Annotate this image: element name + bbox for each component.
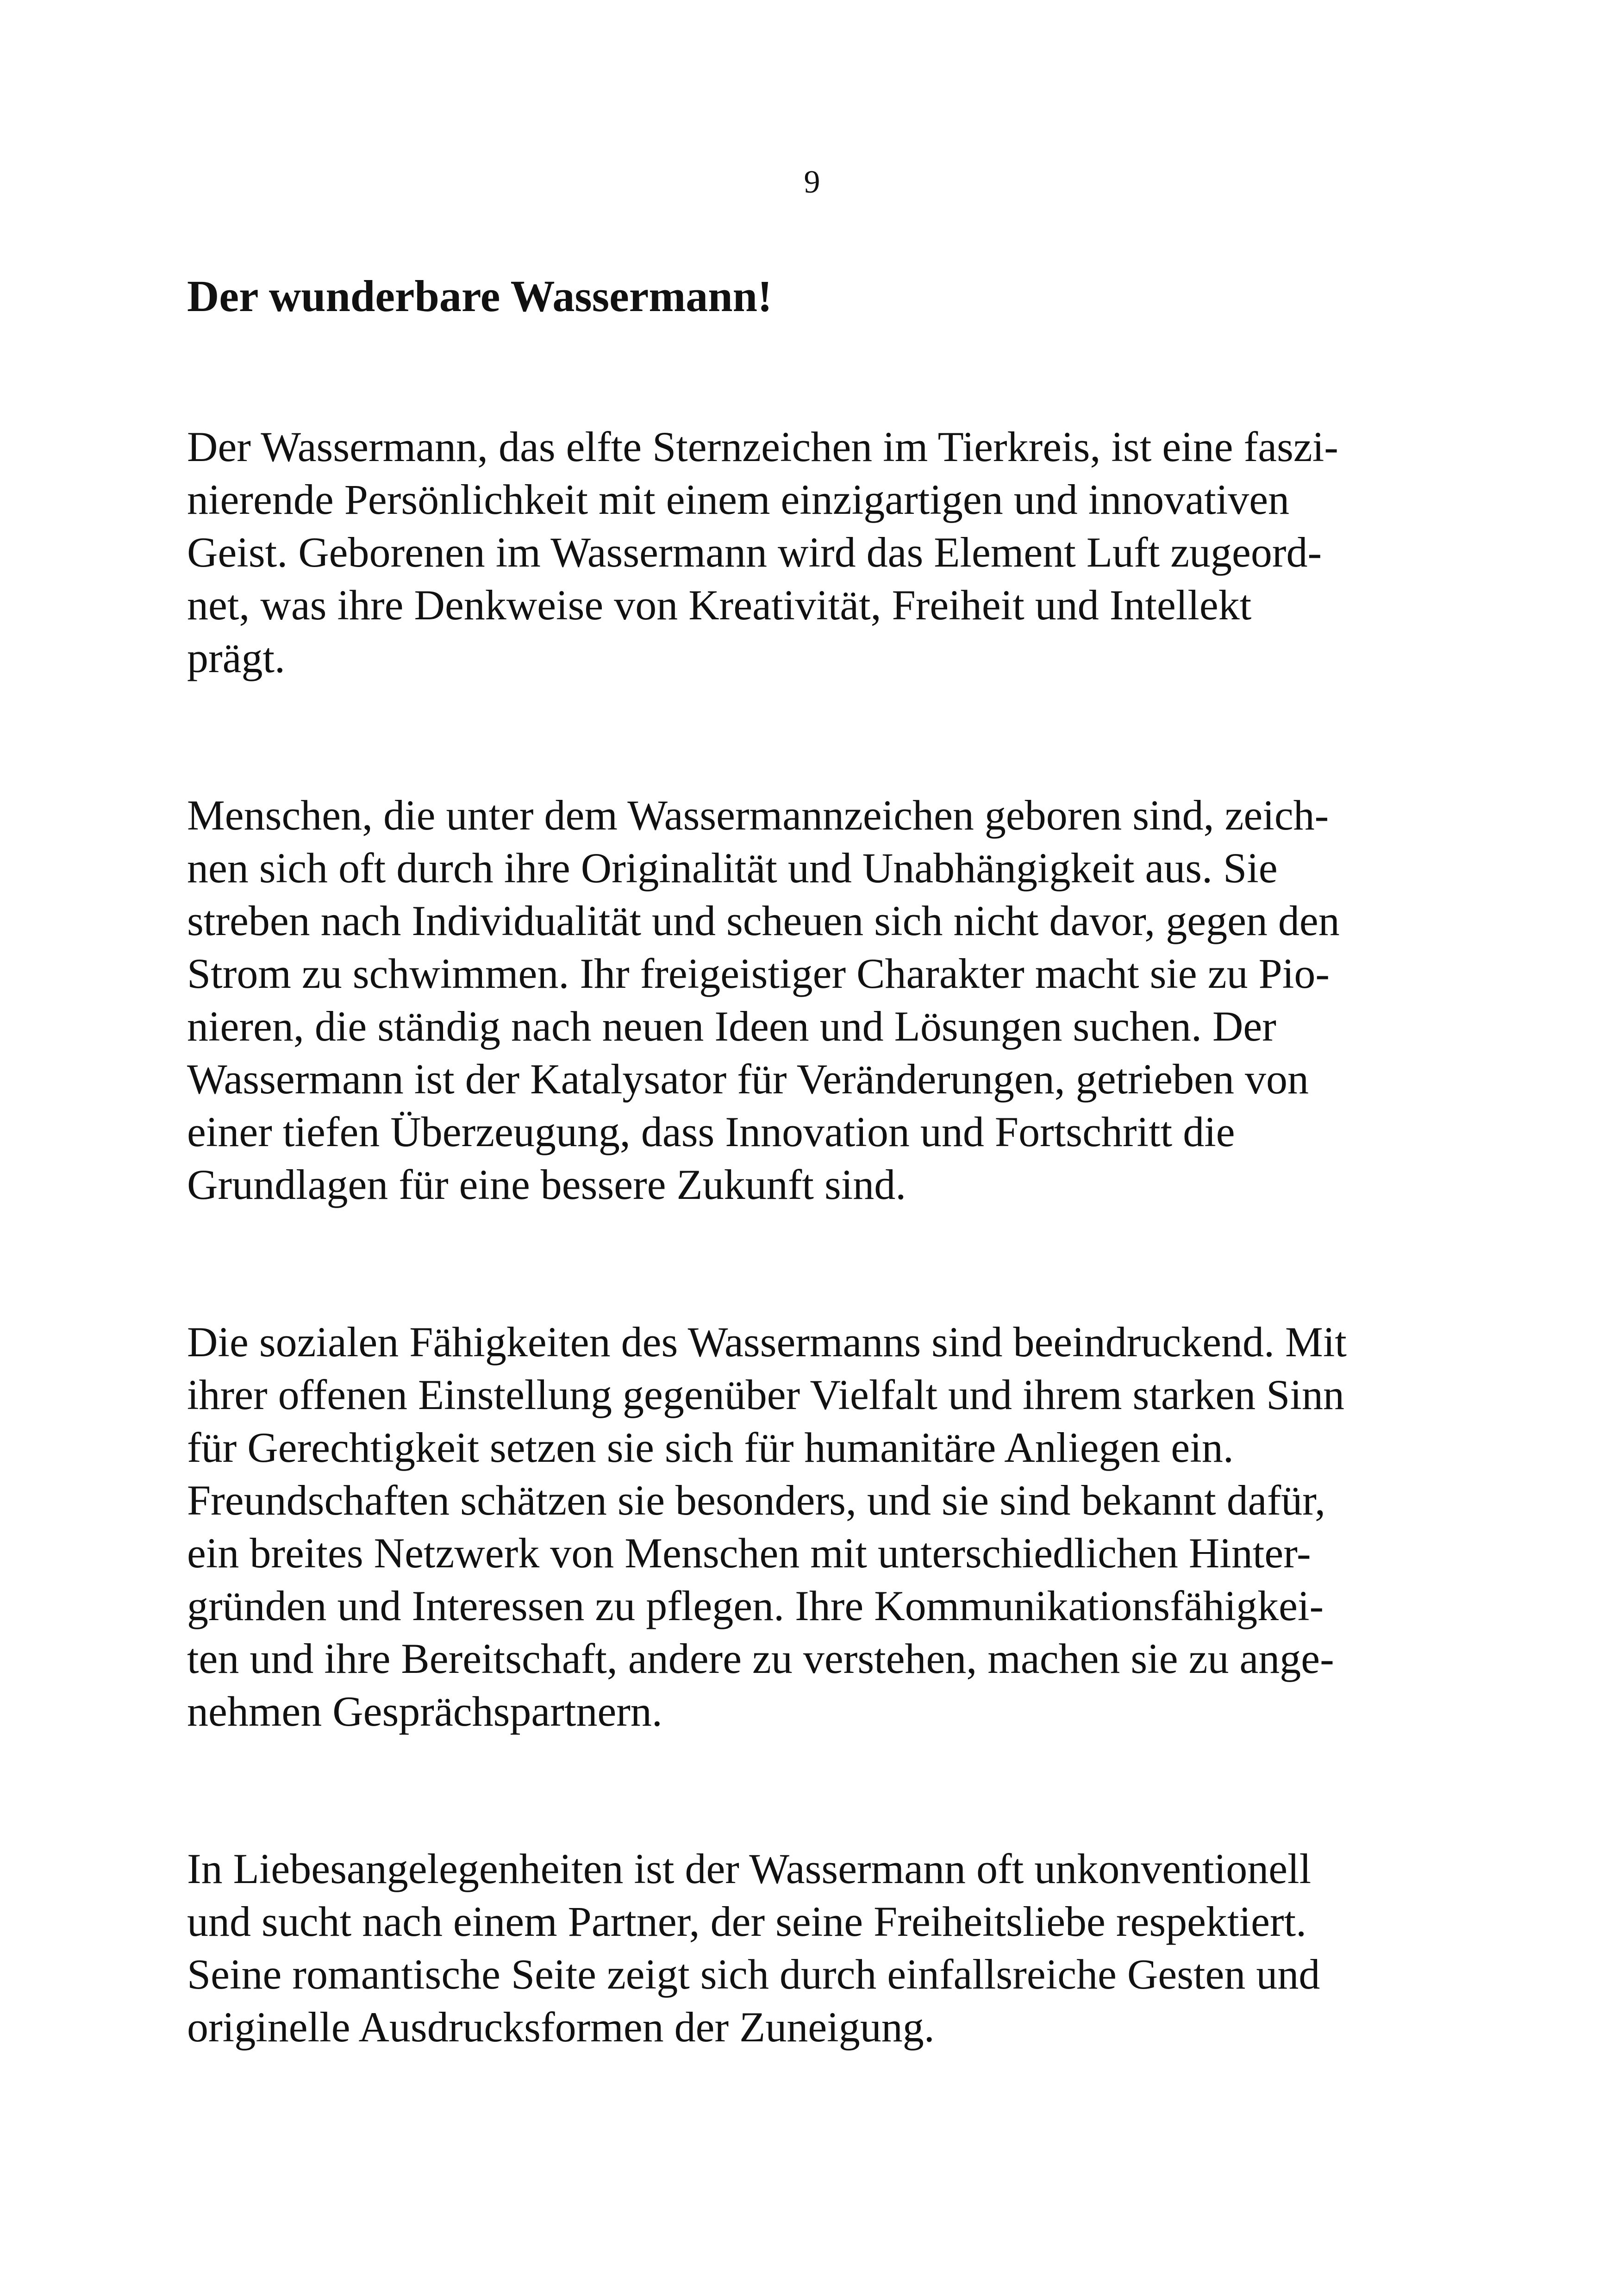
- body-text: [187, 420, 1465, 2053]
- page-number: 9: [804, 164, 820, 200]
- paragraph: [187, 1842, 1465, 2053]
- paragraph: [187, 1316, 1465, 1738]
- text-line: gründen und Interessen zu pflegen. Ihre Kommunikationsfähigkei-: [187, 1582, 1324, 1629]
- text-line: nieren, die ständig nach neuen Ideen und Lösungen suchen. Der: [187, 1003, 1276, 1050]
- text-line: ein breites Netzwerk von Menschen mit unterschiedlichen Hinter-: [187, 1529, 1311, 1577]
- chapter-title: Der wunderbare Wassermann!: [187, 271, 773, 321]
- text-line: Wassermann ist der Katalysator für Veränderungen, getrieben von: [187, 1055, 1309, 1103]
- text-line: nen sich oft durch ihre Originalität und Unabhängigkeit aus. Sie: [187, 844, 1278, 892]
- page-content: [187, 268, 1465, 2158]
- text-line: Menschen, die unter dem Wassermannzeichen geboren sind, zeich-: [187, 792, 1329, 839]
- text-line: prägt.: [187, 634, 286, 681]
- text-line: Strom zu schwimmen. Ihr freigeistiger Charakter macht sie zu Pio-: [187, 950, 1330, 997]
- text-line: nehmen Gesprächspartnern.: [187, 1688, 662, 1735]
- text-line: Die sozialen Fähigkeiten des Wassermanns sind beeindruckend. Mit: [187, 1318, 1347, 1366]
- text-line: Geist. Geborenen im Wassermann wird das Element Luft zugeord-: [187, 529, 1322, 576]
- paragraph: [187, 420, 1465, 684]
- paragraph: [187, 789, 1465, 1211]
- text-line: Seine romantische Seite zeigt sich durch einfallsreiche Gesten und: [187, 1951, 1320, 1998]
- text-line: streben nach Individualität und scheuen sich nicht davor, gegen den: [187, 897, 1340, 944]
- text-line: Der Wassermann, das elfte Sternzeichen im Tierkreis, ist eine faszi-: [187, 423, 1338, 470]
- text-line: ihrer offenen Einstellung gegenüber Vielfalt und ihrem starken Sinn: [187, 1371, 1344, 1418]
- text-line: In Liebesangelegenheiten ist der Wassermann oft unkonventionell: [187, 1845, 1312, 1892]
- text-line: Grundlagen für eine bessere Zukunft sind.: [187, 1161, 906, 1208]
- text-line: Freundschaften schätzen sie besonders, und sie sind bekannt dafür,: [187, 1477, 1326, 1524]
- text-line: und sucht nach einem Partner, der seine Freiheitsliebe respektiert.: [187, 1898, 1307, 1945]
- text-line: originelle Ausdrucksformen der Zuneigung.: [187, 2003, 935, 2051]
- text-line: net, was ihre Denkweise von Kreativität, Freiheit und Intellekt: [187, 581, 1252, 629]
- text-line: nierende Persönlichkeit mit einem einzigartigen und innovativen: [187, 476, 1290, 523]
- text-line: einer tiefen Überzeugung, dass Innovation und Fortschritt die: [187, 1108, 1235, 1155]
- text-line: für Gerechtigkeit setzen sie sich für humanitäre Anliegen ein.: [187, 1424, 1234, 1471]
- text-line: ten und ihre Bereitschaft, andere zu verstehen, machen sie zu ange-: [187, 1635, 1334, 1682]
